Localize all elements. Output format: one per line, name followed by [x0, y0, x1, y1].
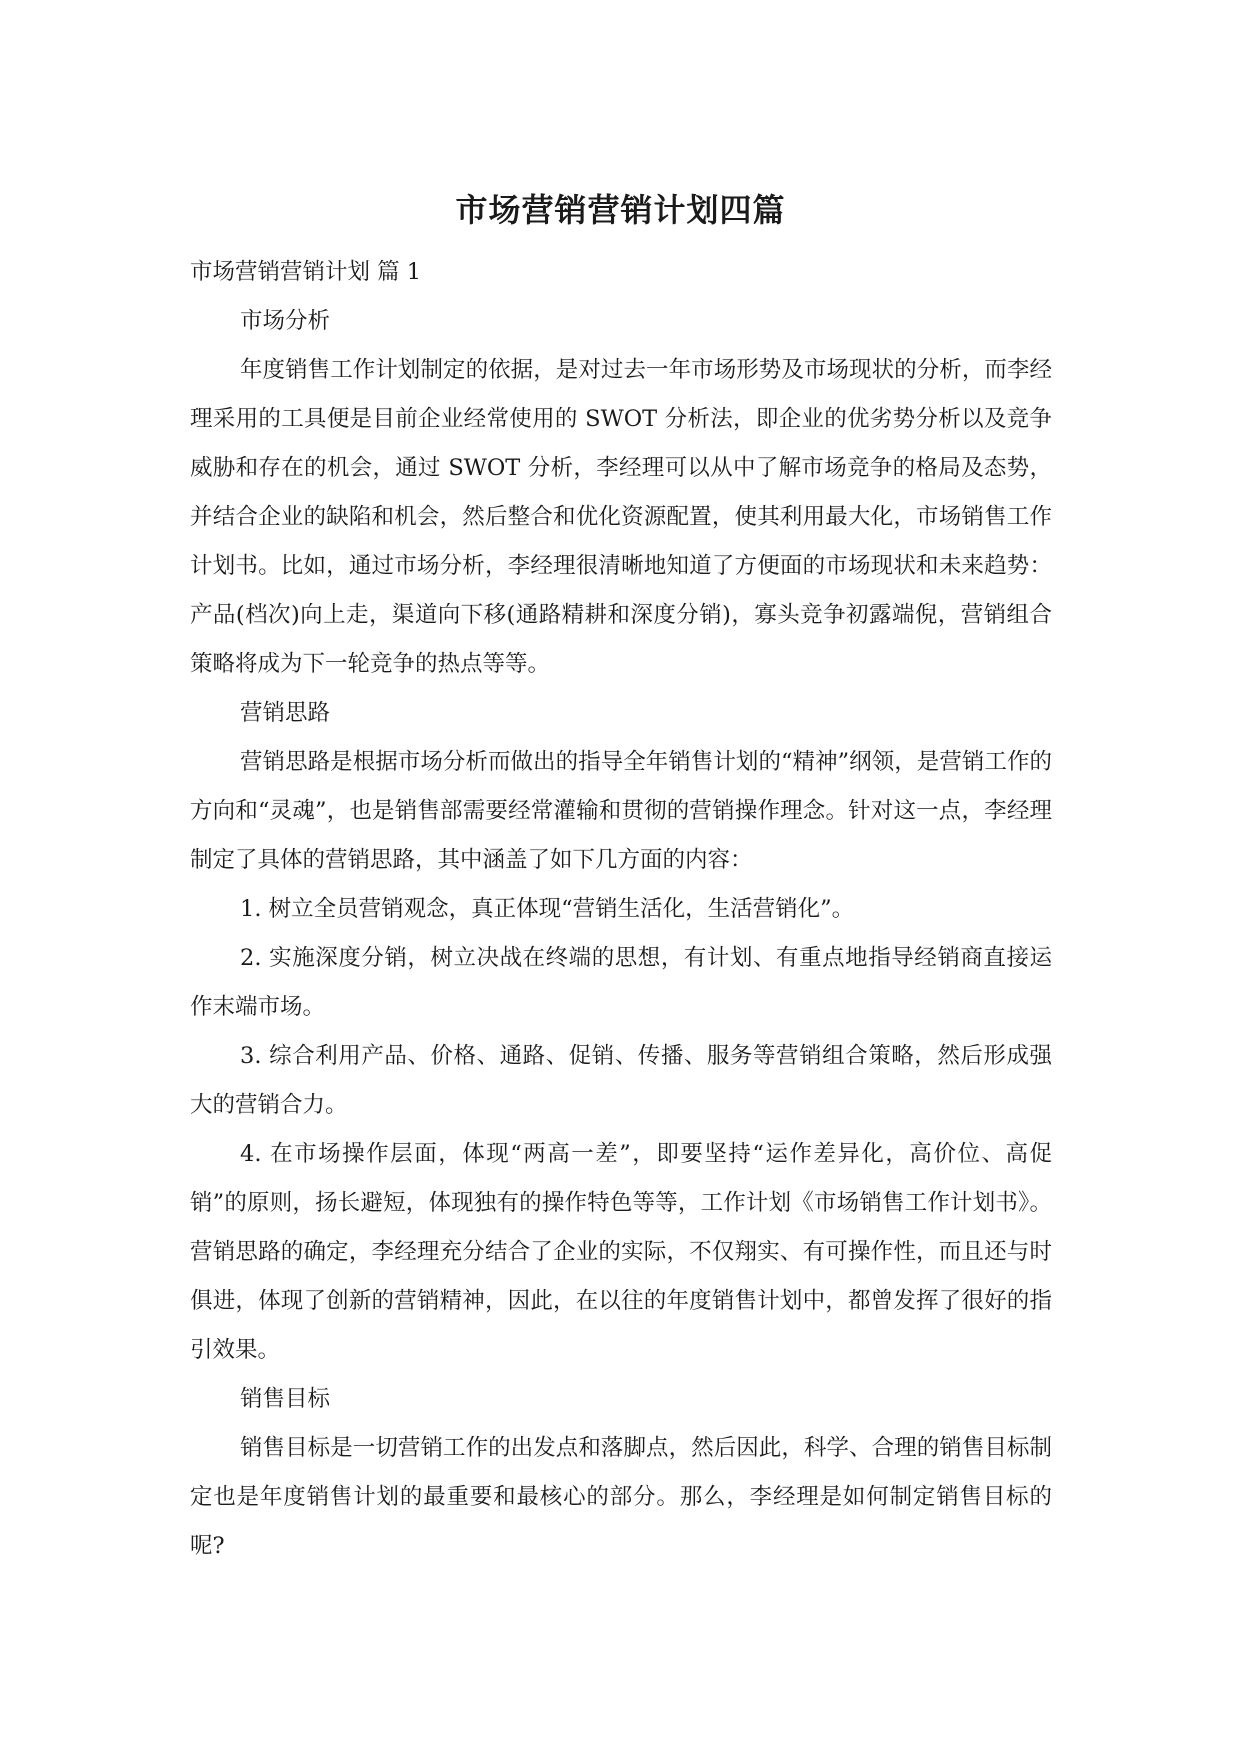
document-title: 市场营销营销计划四篇 [455, 191, 786, 229]
heading-sales-target: 销售目标 [240, 1386, 331, 1412]
paragraph-market-analysis: 年度销售工作计划制定的依据，是对过去一年市场形势及市场现状的分析，而李经理采用的工具便是目前企业经常使用的 SWOT 分析法，即企业的优劣势分析以及竞争威胁和存在的机会，通过 SWOT 分析，李经理可以从中了解市场竞争的格局及态势，并结合企业的缺陷和机会，然后整合和优化资源配置，使其利用最大化，市场销售工作计划书。比如，通过市场分析，李经理很清晰地知道了方便面的市场现状和未来趋势：产品(档次)向上走，渠道向下移(通路精耕和深度分销)，寡头竞争初露端倪，营销组合策略将成为下一轮竞争的热点等等。 [190, 357, 1052, 677]
list-item-2: 2. 实施深度分销，树立决战在终端的思想，有计划、有重点地指导经销商直接运作末端市场。 [190, 945, 1052, 1020]
list-item-3: 3. 综合利用产品、价格、通路、促销、传播、服务等营销组合策略，然后形成强大的营销合力。 [190, 1043, 1052, 1118]
document-body [190, 248, 1052, 1571]
heading-marketing-approach: 营销思路 [240, 700, 331, 726]
heading-market-analysis: 市场分析 [240, 308, 331, 334]
list-item-4: 4. 在市场操作层面，体现“两高一差”，即要坚持“运作差异化，高价位、高促销”的原则，扬长避短，体现独有的操作特色等等，工作计划《市场销售工作计划书》。营销思路的确定，李经理充分结合了企业的实际，不仅翔实、有可操作性，而且还与时俱进，体现了创新的营销精神，因此，在以往的年度销售计划中，都曾发挥了很好的指引效果。 [190, 1141, 1052, 1363]
section-label: 市场营销营销计划 篇 1 [190, 259, 422, 285]
list-item-1: 1. 树立全员营销观念，真正体现“营销生活化，生活营销化”。 [240, 896, 855, 922]
paragraph-marketing-approach: 营销思路是根据市场分析而做出的指导全年销售计划的“精神”纲领，是营销工作的方向和“灵魂”，也是销售部需要经常灌输和贯彻的营销操作理念。针对这一点，李经理制定了具体的营销思路，其中涵盖了如下几方面的内容： [190, 749, 1052, 873]
paragraph-sales-target: 销售目标是一切营销工作的出发点和落脚点，然后因此，科学、合理的销售目标制定也是年度销售计划的最重要和最核心的部分。那么，李经理是如何制定销售目标的呢? [190, 1435, 1052, 1559]
